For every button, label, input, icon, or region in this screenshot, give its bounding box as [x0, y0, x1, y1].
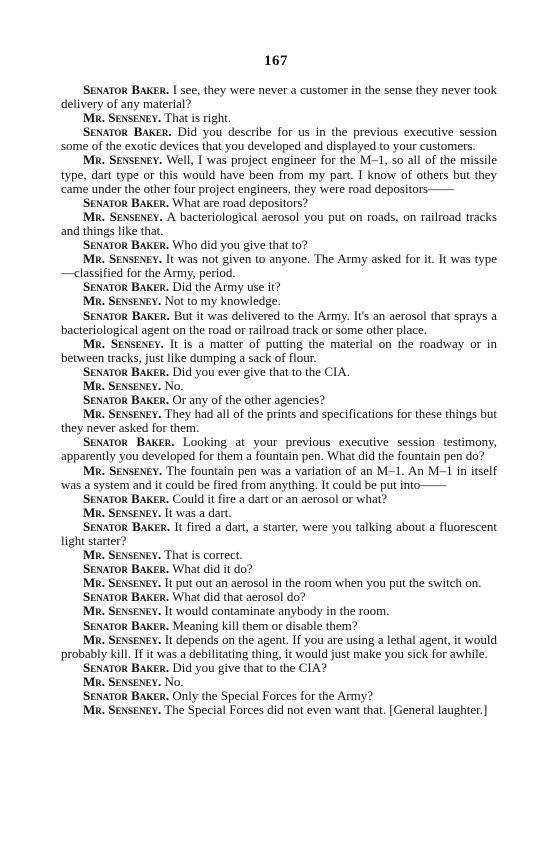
- speech-text: They had all of the prints and specifications for these things but they never asked for them.: [61, 406, 498, 436]
- speaker-name: Senator Baker.: [83, 82, 170, 97]
- transcript-paragraph: [61, 309, 497, 337]
- transcript-paragraph: [61, 562, 497, 576]
- speech-text: What did that aerosol do?: [172, 589, 306, 605]
- transcript-paragraph: [61, 590, 497, 604]
- transcript-paragraph: [61, 280, 497, 294]
- speaker-name: Mr. Senseney.: [83, 631, 162, 647]
- transcript-paragraph: [61, 689, 497, 703]
- speaker-name: Mr. Senseney.: [83, 293, 162, 309]
- speech-text: Did you give that to the CIA?: [172, 659, 327, 675]
- transcript-paragraph: [61, 379, 497, 393]
- speech-text: What are road depositors?: [172, 194, 309, 210]
- transcript-paragraph: [61, 506, 497, 520]
- speaker-name: Mr. Senseney.: [83, 251, 162, 267]
- speech-text: Could it fire a dart or an aerosol or what?: [172, 490, 388, 506]
- transcript-paragraph: [61, 464, 497, 492]
- speech-text: It was a dart.: [164, 504, 232, 520]
- speaker-name: Mr. Senseney.: [83, 504, 162, 520]
- speaker-name: Senator Baker.: [83, 518, 171, 534]
- transcript-paragraph: [61, 492, 497, 506]
- speaker-name: Mr. Senseney.: [83, 406, 162, 422]
- transcript-paragraph: [61, 675, 497, 689]
- speech-text: Well, I was project engineer for the M–1, so all of the missile type, dart type or this would have been from my part. I know of others but they came under the other four project engineers, they were road depositors——: [61, 152, 498, 196]
- speaker-name: Senator Baker.: [83, 617, 170, 633]
- speaker-name: Mr. Senseney.: [83, 575, 162, 591]
- speaker-name: Senator Baker.: [83, 688, 170, 704]
- transcript-paragraph: [61, 520, 497, 548]
- speaker-name: Mr. Senseney.: [83, 208, 163, 224]
- speech-text: I see, they were never a customer in the sense they never took delivery of any material?: [61, 82, 498, 112]
- speaker-name: Senator Baker.: [83, 363, 170, 379]
- speech-text: The Special Forces did not even want that. [General laughter.]: [164, 702, 488, 718]
- transcript-paragraph: [61, 153, 497, 195]
- transcript-paragraph: [61, 83, 497, 111]
- transcript-paragraph: [61, 435, 497, 463]
- speech-text: It is a matter of putting the material on the roadway or in between tracks, just like dumping a sack of flour.: [61, 335, 497, 365]
- transcript-paragraph: [61, 196, 497, 210]
- transcript-paragraph: [61, 125, 497, 153]
- transcript-paragraph: [61, 633, 497, 661]
- speech-text: What did it do?: [172, 561, 253, 577]
- transcript-paragraph: [61, 548, 497, 562]
- speaker-name: Senator Baker.: [83, 561, 170, 577]
- speech-text: Only the Special Forces for the Army?: [172, 688, 374, 704]
- speaker-name: Mr. Senseney.: [83, 462, 163, 478]
- speaker-name: Senator Baker.: [83, 589, 170, 605]
- speaker-name: Senator Baker.: [83, 434, 175, 450]
- transcript-paragraph: [61, 294, 497, 308]
- speech-text: Not to my knowledge.: [164, 293, 281, 309]
- speaker-name: Senator Baker.: [83, 307, 170, 323]
- transcript-paragraph: [61, 619, 497, 633]
- speech-text: It put out an aerosol in the room when you put the switch on.: [164, 575, 482, 591]
- speaker-name: Senator Baker.: [83, 194, 170, 210]
- speech-text: A bacteriological aerosol you put on roads, on railroad tracks and things like that.: [61, 208, 497, 238]
- page-number: 167: [264, 53, 288, 69]
- speaker-name: Mr. Senseney.: [83, 603, 162, 619]
- speech-text: That is correct.: [164, 547, 243, 563]
- speech-text: Looking at your previous executive session testimony, apparently you developed for them a fountain pen. What did the fountain pen do?: [61, 434, 497, 464]
- transcript-paragraph: [61, 337, 497, 365]
- speech-text: Meaning kill them or disable them?: [172, 617, 358, 633]
- speech-text: Who did you give that to?: [172, 237, 308, 253]
- speaker-name: Mr. Senseney.: [83, 673, 162, 689]
- transcript-paragraph: [61, 661, 497, 675]
- transcript-paragraph: [61, 576, 497, 590]
- speaker-name: Senator Baker.: [83, 124, 172, 140]
- transcript-paragraph: [61, 365, 497, 379]
- transcript-paragraph: [61, 393, 497, 407]
- speaker-name: Senator Baker.: [83, 490, 170, 506]
- transcript-paragraph: [61, 703, 497, 717]
- speech-text: It fired a dart, a starter, were you talking about a fluorescent light starter?: [61, 518, 497, 548]
- speech-text: That is right.: [164, 110, 232, 126]
- speech-text: Did the Army use it?: [172, 279, 281, 295]
- speech-text: It depends on the agent. If you are using a lethal agent, it would probably kill. If it was a debilitating thing, it would just make you sick for awhile.: [61, 631, 498, 661]
- transcript-paragraph: [61, 252, 497, 280]
- speaker-name: Senator Baker.: [83, 237, 170, 253]
- speech-text: Did you ever give that to the CIA.: [172, 363, 350, 379]
- speaker-name: Senator Baker.: [83, 392, 170, 408]
- speech-text: It would contaminate anybody in the room.: [164, 603, 390, 619]
- transcript-paragraph: [61, 604, 497, 618]
- speaker-name: Mr. Senseney.: [83, 110, 162, 126]
- speech-text: Did you describe for us in the previous executive session some of the exotic devices that you developed and displayed to your customers.: [61, 124, 498, 154]
- speaker-name: Mr. Senseney.: [83, 377, 162, 393]
- speaker-name: Mr. Senseney.: [83, 335, 164, 351]
- speech-text: No.: [164, 673, 184, 689]
- speech-text: The fountain pen was a variation of an M–1. An M–1 in itself was a system and it could be fired from anything. It could be put into——: [61, 462, 497, 492]
- speaker-name: Mr. Senseney.: [83, 702, 162, 718]
- speech-text: But it was delivered to the Army. It's an aerosol that sprays a bacteriological agent on the road or railroad track or some other place.: [61, 307, 498, 337]
- transcript-paragraph: [61, 407, 497, 435]
- transcript-paragraph: [61, 238, 497, 252]
- speaker-name: Mr. Senseney.: [83, 152, 163, 168]
- speech-text: Or any of the other agencies?: [172, 392, 326, 408]
- speaker-name: Senator Baker.: [83, 659, 170, 675]
- speaker-name: Senator Baker.: [83, 279, 170, 295]
- speech-text: It was not given to anyone. The Army asked for it. It was type—classified for the Army, period.: [61, 251, 497, 281]
- transcript-paragraph: [61, 111, 497, 125]
- speaker-name: Mr. Senseney.: [83, 547, 162, 563]
- transcript-body: [61, 83, 497, 717]
- speech-text: No.: [164, 377, 184, 393]
- transcript-paragraph: [61, 210, 497, 238]
